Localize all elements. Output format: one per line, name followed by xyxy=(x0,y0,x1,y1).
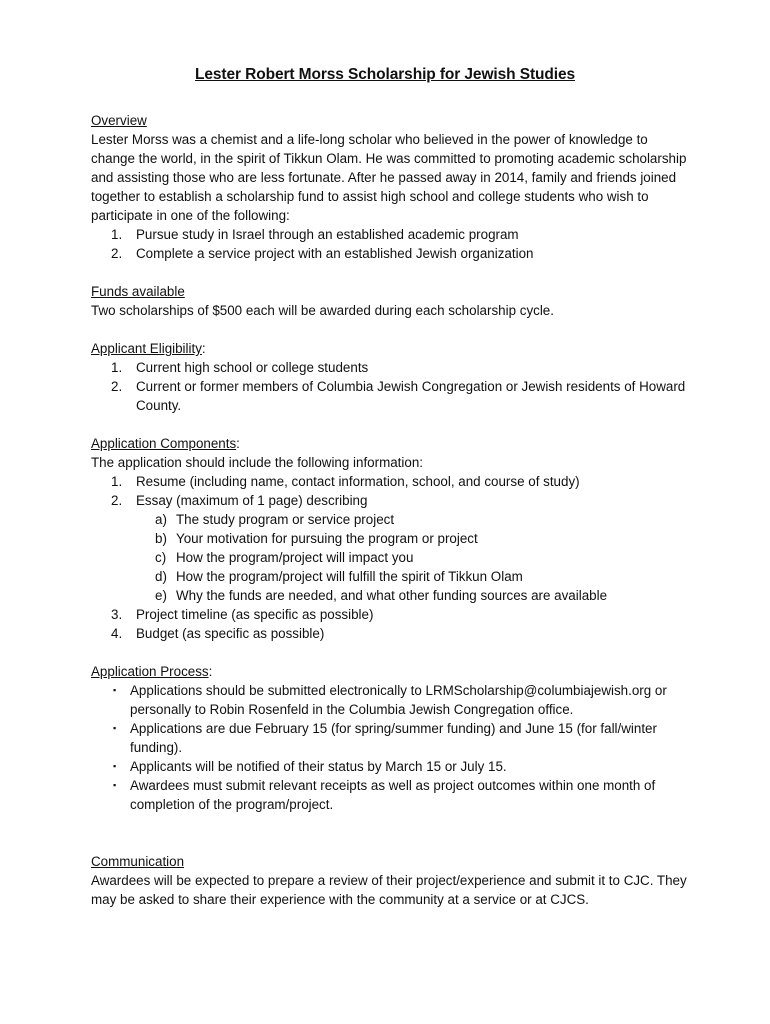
list-item: 2. Complete a service project with an established Jewish organization xyxy=(111,246,534,261)
components-list xyxy=(91,472,691,643)
eligibility-section: Applicant Eligibility: 1. Current high school or college students 2. Current or former members of Columbia Jewish Congregation or Jewish residents of Howard County. xyxy=(91,339,691,415)
list-item: e) Why the funds are needed, and what other funding sources are available xyxy=(155,588,608,603)
list-item: 2. Essay (maximum of 1 page) describing a) The study program or service project b) Your motivation for pursuing the program or project c) How the program/project will impact you d) How the program/project will fulfill the spirit of Tikkun Olam e) Why the funds are needed, and what other funding sources are available xyxy=(136,491,691,605)
list-item: ▪ Applicants will be notified of their status by March 15 or July 15. xyxy=(113,759,507,774)
bullet-icon: ▪ xyxy=(113,780,117,790)
list-item: d) How the program/project will fulfill the spirit of Tikkun Olam xyxy=(155,569,523,584)
components-heading: Application Components xyxy=(91,436,237,451)
components-section: Application Components: The application should include the following information: 1. Resume (including name, contact information, school, and course of study) 2. Essay (maximum of 1 page) describing a) The study program or service project b) Your motivation for pursuing the program or project c) How the program/project will impact you d) How the program/project will fulfill the spirit of Tikkun Olam e) Why the funds are needed, and what other funding sources are available 3. Project timeline (as specific as possible) 4. Budget (as specific as possible) xyxy=(91,434,691,643)
funds-text: Two scholarships of $500 each will be awarded during each scholarship cycle. xyxy=(91,303,554,318)
list-item: c) How the program/project will impact you xyxy=(155,550,414,565)
process-section: Application Process: ▪ Applications should be submitted electronically to LRMScholarship@columbiajewish.org or personally to Robin Rosenfeld in the Columbia Jewish Congregation office. ▪ Applications are due February 15 (for spring/summer funding) and June 15 (for fall/winter funding). ▪ Applicants will be notified of their status by March 15 or July 15. ▪ Awardees must submit relevant receipts as well as project outcomes within one month of completion of the program/project. xyxy=(91,662,691,814)
list-item: b) Your motivation for pursuing the program or project xyxy=(155,531,478,546)
list-item: 1. Resume (including name, contact information, school, and course of study) xyxy=(111,474,580,489)
list-item: 1. Current high school or college students xyxy=(111,360,369,375)
list-item: 4. Budget (as specific as possible) xyxy=(111,626,325,641)
list-item: 2. Current or former members of Columbia Jewish Congregation or Jewish residents of Howard County. xyxy=(111,379,686,413)
list-item: 1. Pursue study in Israel through an established academic program xyxy=(111,227,519,242)
document-body xyxy=(91,111,691,909)
communication-heading: Communication xyxy=(91,854,185,869)
eligibility-heading: Applicant Eligibility xyxy=(91,341,202,356)
components-intro: The application should include the following information: xyxy=(91,455,423,470)
list-item: a) The study program or service project xyxy=(155,512,395,527)
page-title: Lester Robert Morss Scholarship for Jewish Studies xyxy=(194,66,575,83)
bullet-icon: ▪ xyxy=(113,761,117,771)
overview-list xyxy=(91,225,691,263)
eligibility-list xyxy=(91,358,691,415)
list-item: ▪ Awardees must submit relevant receipts as well as project outcomes within one month of completion of the program/project. xyxy=(113,778,656,812)
overview-text: Lester Morss was a chemist and a life-long scholar who believed in the power of knowledge to change the world, in the spirit of Tikkun Olam. He was committed to promoting academic scholarship and assisting those who are less fortunate. After he passed away in 2014, family and friends joined together to establish a scholarship fund to assist high school and college students who wish to participate in one of the following: xyxy=(91,132,687,223)
communication-text: Awardees will be expected to prepare a review of their project/experience and submit it to CJC. They may be asked to share their experience with the community at a service or at CJCS. xyxy=(91,873,687,907)
overview-heading: Overview xyxy=(91,113,147,128)
overview-section xyxy=(91,111,691,263)
communication-section xyxy=(91,852,691,909)
list-item: 3. Project timeline (as specific as possible) xyxy=(111,607,374,622)
funds-heading: Funds available xyxy=(91,284,185,299)
funds-section xyxy=(91,282,691,320)
list-item: ▪ Applications should be submitted electronically to LRMScholarship@columbiajewish.org or personally to Robin Rosenfeld in the Columbia Jewish Congregation office. xyxy=(113,683,667,717)
process-heading: Application Process xyxy=(91,664,209,679)
essay-sublist xyxy=(136,510,691,605)
bullet-icon: ▪ xyxy=(113,723,117,733)
bullet-icon: ▪ xyxy=(113,685,117,695)
list-item: ▪ Applications are due February 15 (for spring/summer funding) and June 15 (for fall/winter funding). xyxy=(113,721,657,755)
process-list xyxy=(91,681,691,814)
